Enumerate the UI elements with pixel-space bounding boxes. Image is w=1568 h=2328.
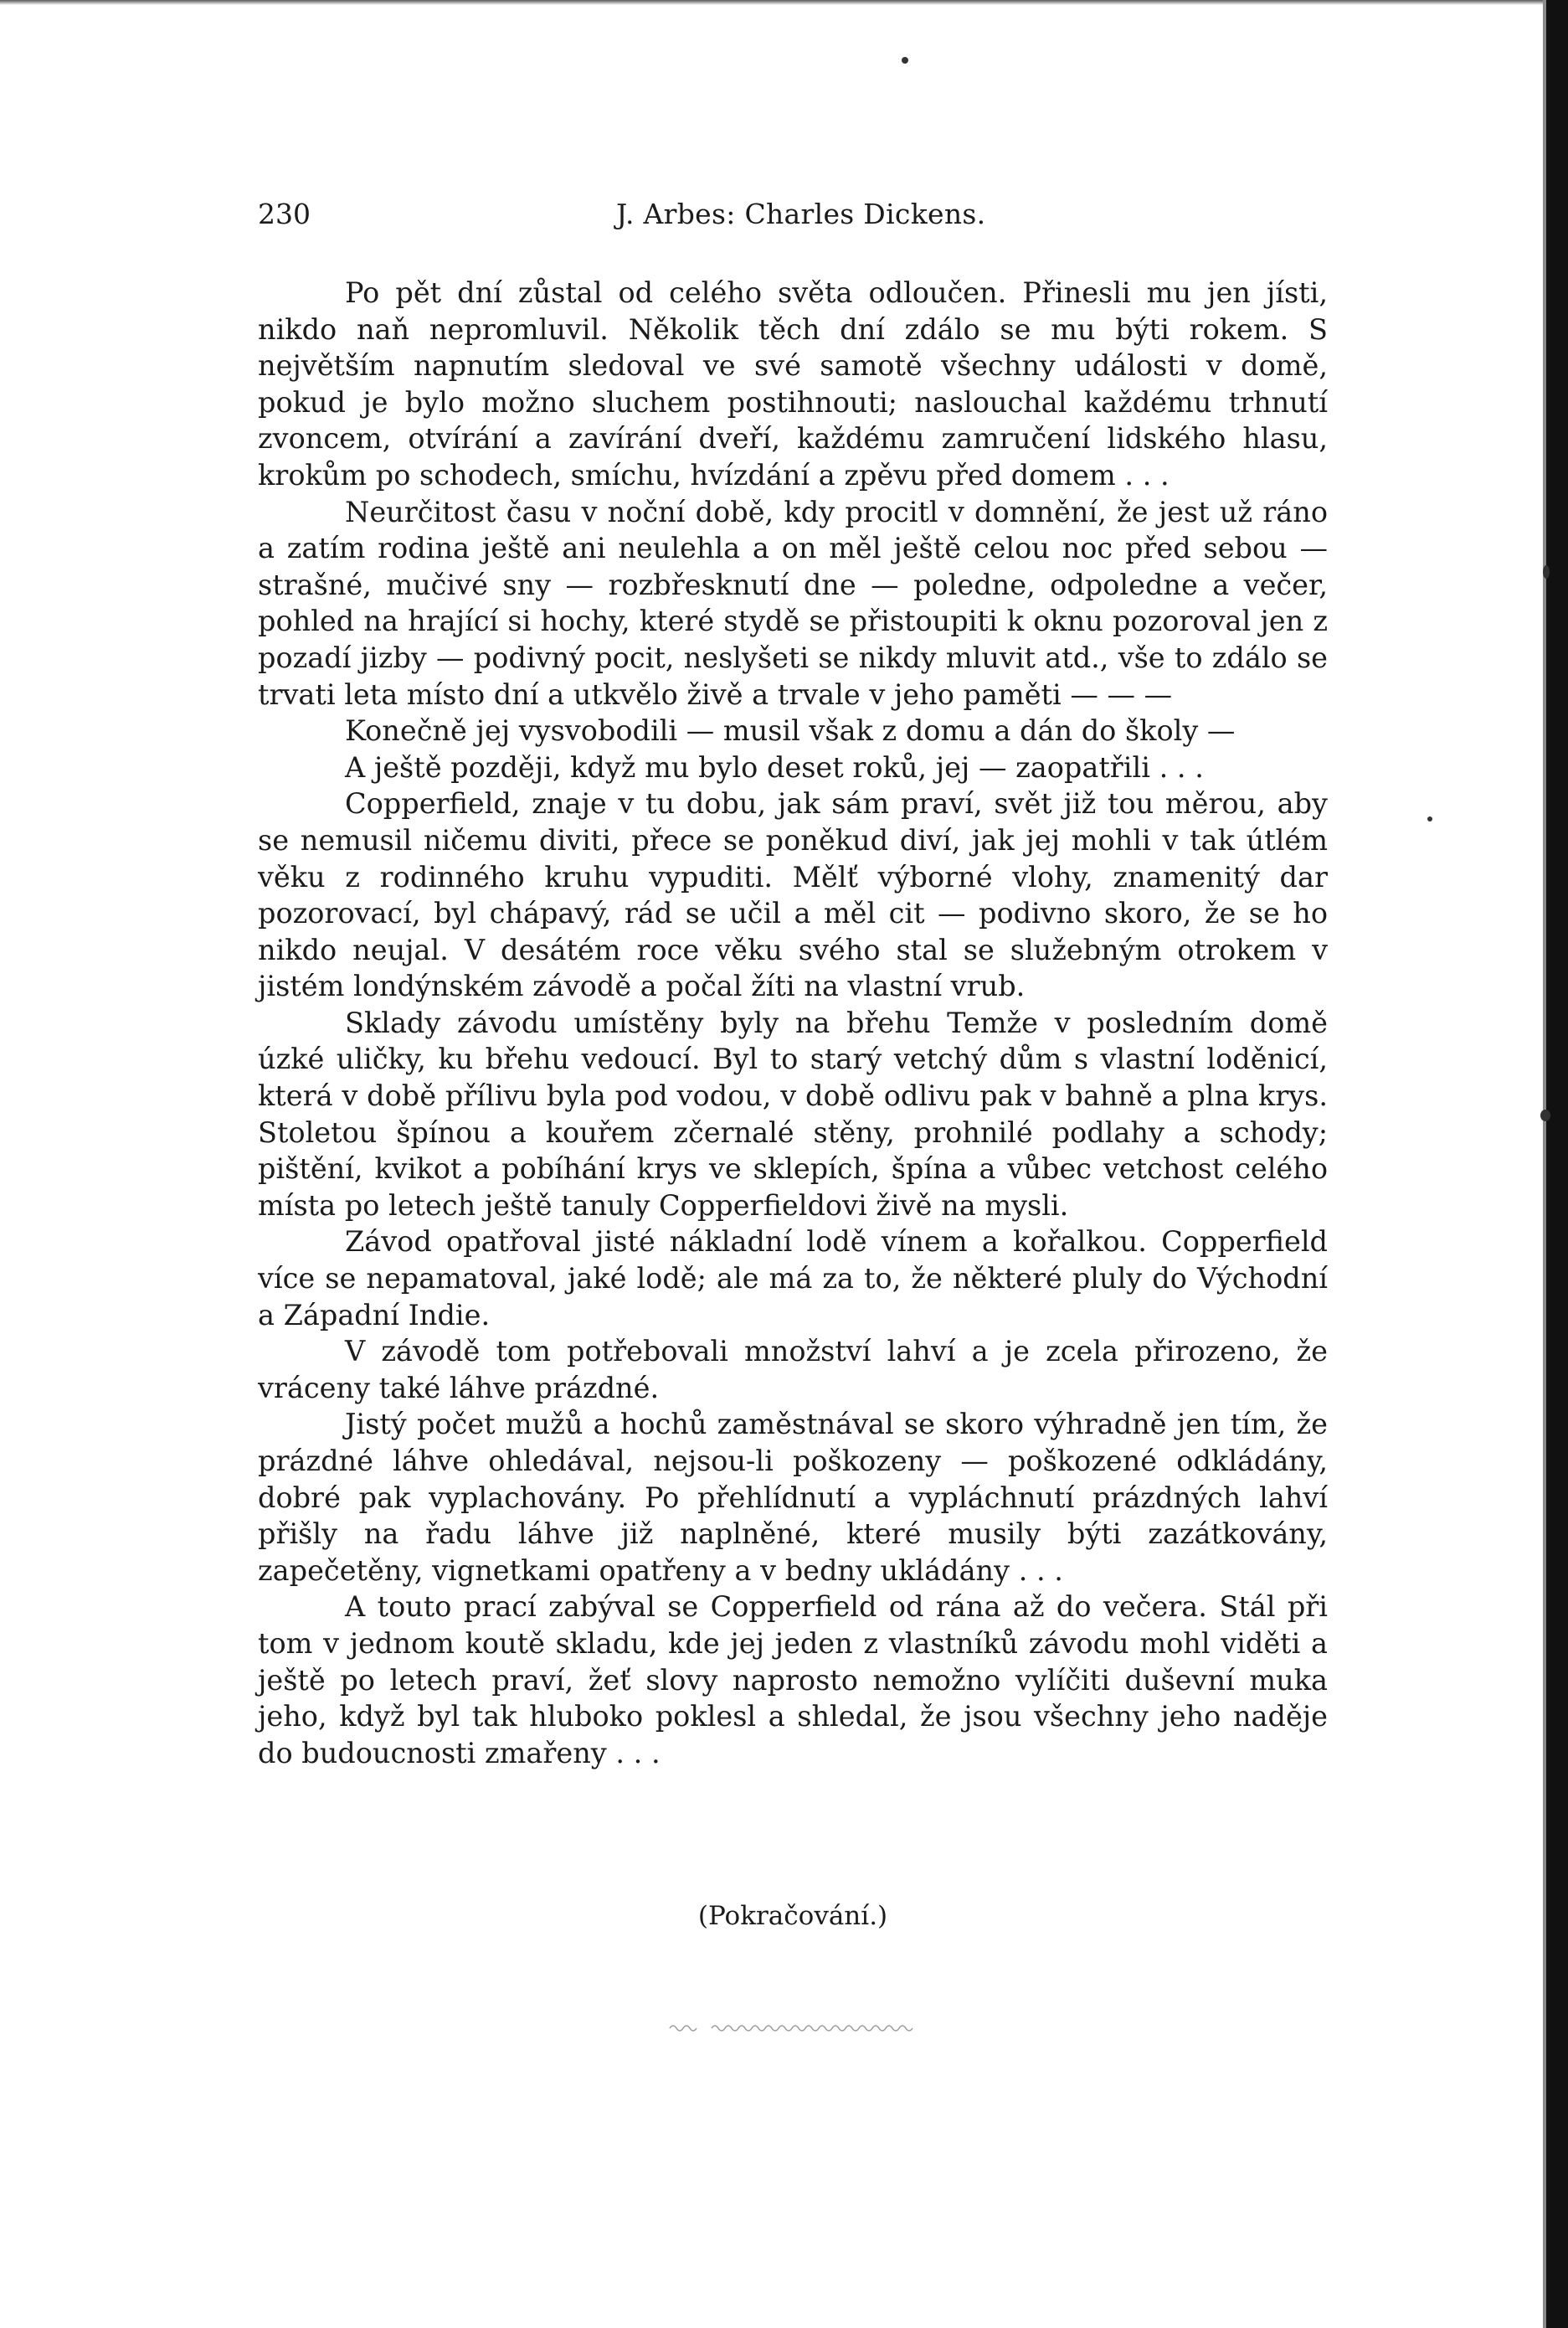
ornament-squiggle [666,2018,933,2035]
page-binding-edge [1546,0,1568,2328]
paragraph: Sklady závodu umístěny byly na břehu Temže v posledním domě úzké uličky, ku břehu vedoucí. Byl to starý vetchý dům s vlastní loděnicí, která v době přílivu byla pod vodou, v době odlivu pak v bahně a plna krys. Stoletou špínou a kouřem zčernalé stěny, prohnilé podlahy a schody; pištění, kvikot a pobíhání krys ve sklepích, špína a vůbec vetchost celého místa po letech ještě tanuly Copperfieldovi živě na mysli. [258,1006,1328,1222]
paragraph: A touto prací zabýval se Copperfield od rána až do večera. Stál při tom v jednom koutě skladu, kde jej jeden z vlastníků závodu mohl viděti a ještě po letech praví, žeť slovy naprosto nemožno vylíčiti duševní muka jeho, když byl tak hluboko poklesl a shledal, že jsou všechny jeho naděje do budoucnosti zmařeny . . . [258,1590,1328,1769]
paragraph: A ještě později, když mu bylo deset roků, jej — zaopatřili . . . [345,750,1204,784]
paragraph: Copperfield, znaje v tu dobu, jak sám praví, svět již tou měrou, aby se nemusil ničemu diviti, přece se poněkud diví, jak jej mohli v tak útlém věku z rodinného kruhu vypuditi. Mělť výborné vlohy, znamenitý dar pozorovací, byl chápavý, rád se učil a měl cit — podivno skoro, že se ho nikdo neujal. V desátém roce věku svého stal se služebným otrokem v jistém londýnském závodě a počal žíti na vlastní vrub. [258,787,1328,1003]
page-number: 230 [258,198,311,230]
paragraph: Jistý počet mužů a hochů zaměstnával se skoro výhradně jen tím, že prázdné láhve ohledával, nejsou-li poškozeny — poškozené odkládány, dobré pak vyplachovány. Po přehlídnutí a vypláchnutí prázdných lahví přišly na řadu láhve již naplněné, které musily býti zazátkovány, zapečetěny, vignetkami opatřeny a v bedny ukládány . . . [258,1408,1328,1587]
paragraph: V závodě tom potřebovali množství lahví a je zcela přirozeno, že vráceny také láhve prázdné. [258,1335,1328,1404]
body-text [258,275,1328,1771]
paragraph: Závod opatřoval jisté nákladní lodě vínem a kořalkou. Copperfield více se nepamatoval, jaké lodě; ale má za to, že některé pluly do Východní a Západní Indie. [258,1225,1328,1331]
running-title: J. Arbes: Charles Dickens. [616,198,986,230]
print-speck [1543,565,1550,579]
end-ornament [666,2018,933,2035]
paragraph: Neurčitost času v noční době, kdy procitl v domnění, že jest už ráno a zatím rodina ještě ani neulehla a on měl ještě celou noc před sebou — strašné, mučivé sny — rozbřesknutí dne — poledne, odpoledne a večer, pohled na hrající si hochy, které stydě se přistoupiti k oknu pozoroval jen z pozadí jizby — podivný pocit, neslyšeti se nikdy mluvit atd., vše to zdálo se trvati leta místo dní a utkvělo živě a trvale v jeho paměti — — — [258,495,1328,711]
page-header [258,198,1328,239]
continued-note: (Pokračování.) [697,1901,888,1931]
print-speck [1427,816,1432,821]
paragraph: Konečně jej vysvobodili — musil však z domu a dán do školy — [345,714,1236,748]
paragraph: Po pět dní zůstal od celého světa odloučen. Přinesli mu jen jísti, nikdo naň nepromluvil. Několik těch dní zdálo se mu býti rokem. S největším napnutím sledoval ve své samotě všechny události v domě, pokud je bylo možno sluchem postihnouti; naslouchal každému trhnutí zvoncem, otvírání a zavírání dveří, každému zamručení lidského hlasu, krokům po schodech, smíchu, hvízdání a zpěvu před domem . . . [258,276,1328,492]
page-top-shadow [0,0,1568,5]
print-speck [1540,1110,1550,1121]
print-speck [902,57,908,64]
